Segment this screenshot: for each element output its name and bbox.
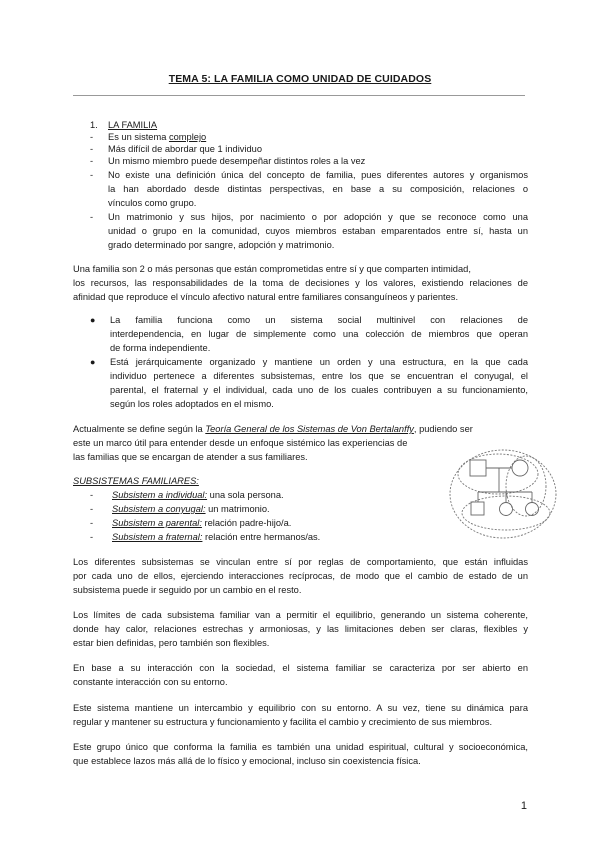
bullet-line: individuo pertenece a diferentes subsistemas, entre los que se encuentran el conyugal, el [110,371,528,381]
paragraph-line: Este sistema mantiene un intercambio y equilibrio con su entorno. A su vez, tiene su dinámica para [73,703,528,713]
list-item-line: unidad o grupo en la comunidad, cuyos miembros estaban emparentados entre sí, hasta un [108,226,528,236]
page-number: 1 [520,800,527,812]
paragraph-line: Una familia son 2 o más personas que están comprometidas entre sí y que comparten intimidad, [73,264,471,274]
dash-marker: - [90,212,94,222]
daughter-circle [500,503,513,516]
paragraph-line: las familias que se encargan de atender a sus familiares. [73,452,308,462]
subsystem-text: relación padre-hijo/a. [201,518,292,528]
paragraph-line: los recursos, las responsabilidades de la toma de decisiones y los valores, existiendo relaciones de [73,278,528,288]
paragraph-line: Los límites de cada subsistema familiar van a permitir el equilibrio, generando un sistema coherente, [73,610,528,620]
paragraph-line: regular y mantener su estructura y funcionamiento y facilita el cambio y crecimiento de sus miembros. [73,717,493,727]
bullet-line: de forma independiente. [110,343,211,353]
bullet-line: La familia funciona como un sistema social multinivel con relaciones de [110,315,528,325]
list-item-line: vínculos como grupo. [108,198,197,208]
list-item [108,131,206,143]
list-item-underlined: complejo [168,132,207,142]
paragraph-line: estar bien definidas, pero también son flexibles. [73,638,270,648]
paragraph-line: constante interacción con su entorno. [73,677,228,687]
subsystem-item [112,503,270,515]
paragraph-line: afinidad que reproduce el vínculo afectivo natural entre familiares consanguíneos y parientes. [73,292,459,302]
paragraph-line: Los diferentes subsistemas se vinculan entre sí por reglas de comportamiento, que están influidas [73,557,528,567]
bullet-line: parental, el fraternal y el individual, cada uno de los cuales contribuyen a su funcionamiento, [110,385,528,395]
page-title: TEMA 5: LA FAMILIA COMO UNIDAD DE CUIDADOS [168,73,432,85]
subsystem-text: una sola persona. [207,490,284,500]
dash-marker: - [90,132,94,142]
bullet-line: interdependencia, en lugar de simplemente como una colección de miembros que operan [110,329,528,339]
list-item-line: grado determinado por sangre, adopción y matrimonio. [108,240,335,250]
mother-circle [512,460,528,476]
dash-marker: - [90,170,94,180]
subsystem-item [112,489,284,501]
paragraph-line: subsistema puede ir seguido por un cambio en el resto. [73,585,302,595]
paragraph-line: por cada uno de ellos, ejerciendo interacciones recíprocas, de modo que el cambio de estado de un [73,571,528,581]
list-item: Un mismo miembro puede desempeñar distintos roles a la vez [108,156,366,166]
section-number: 1. [90,120,98,130]
son-square [471,502,484,515]
list-item-line: No existe una definición única del concepto de familia, pues diferentes autores y organismos [108,170,528,180]
subsystem-item [112,517,291,529]
daughter-circle [526,503,539,516]
bullet-line: Está jerárquicamente organizado y mantiene un orden y una estructura, en la que cada [110,357,528,367]
paragraph-line: Este grupo único que conforma la familia es también una unidad espiritual, cultural y socioeconómica, [73,742,528,752]
subsystem-label: Subsistem a fraternal: [112,532,203,542]
dash-marker: - [90,518,94,528]
title-divider [73,95,525,96]
paragraph-line [73,423,473,435]
dash-marker: - [90,504,94,514]
subsystem-item [112,531,320,543]
subsystem-text: relación entre hermanos/as. [202,532,321,542]
list-item: Más difícil de abordar que 1 individuo [108,144,263,154]
bullet-line: según los roles adoptados en el mismo. [110,399,274,409]
list-item-line: Un matrimonio y sus hijos, por nacimiento o por adopción y que se reconoce como una [108,212,528,222]
dash-marker: - [90,156,94,166]
dash-marker: - [90,490,94,500]
bullet-marker: ● [90,357,96,367]
section-heading: LA FAMILIA [108,120,158,130]
paragraph-text: Actualmente se define según la [73,424,206,434]
paragraph-line: En base a su interacción con la sociedad, el sistema familiar se caracteriza por ser abierto en [73,663,528,673]
subsystem-label: Subsistem a individual: [112,490,208,500]
subsystem-label: Subsistem a conyugal: [112,504,206,514]
family-subsystems-diagram [448,448,558,540]
dash-marker: - [90,144,94,154]
list-item-line: la han abordado desde distintas perspectivas, en base a su composición, relaciones o [108,184,528,194]
paragraph-line: que establece lazos más allá de lo físico y emocional, incluso sin coexistencia física. [73,756,421,766]
bullet-marker: ● [90,315,96,325]
list-item-text: Es un sistema [108,132,169,142]
paragraph-line: este un marco útil para entender desde un enfoque sistémico las experiencias de [73,438,408,448]
dash-marker: - [90,532,94,542]
paragraph-line: donde hay calor, relaciones estrechas y armoniosas, y las limitaciones deben ser claras, flexibles y [73,624,528,634]
subsystem-label: Subsistem a parental: [112,518,202,528]
subsystem-text: un matrimonio. [205,504,270,514]
subsystems-heading: SUBSISTEMAS FAMILIARES: [73,476,199,486]
paragraph-text: , pudiendo ser [413,424,473,434]
father-square [470,460,486,476]
theory-reference: Teoría General de los Sistemas de Von Bertalanffy [205,424,414,434]
